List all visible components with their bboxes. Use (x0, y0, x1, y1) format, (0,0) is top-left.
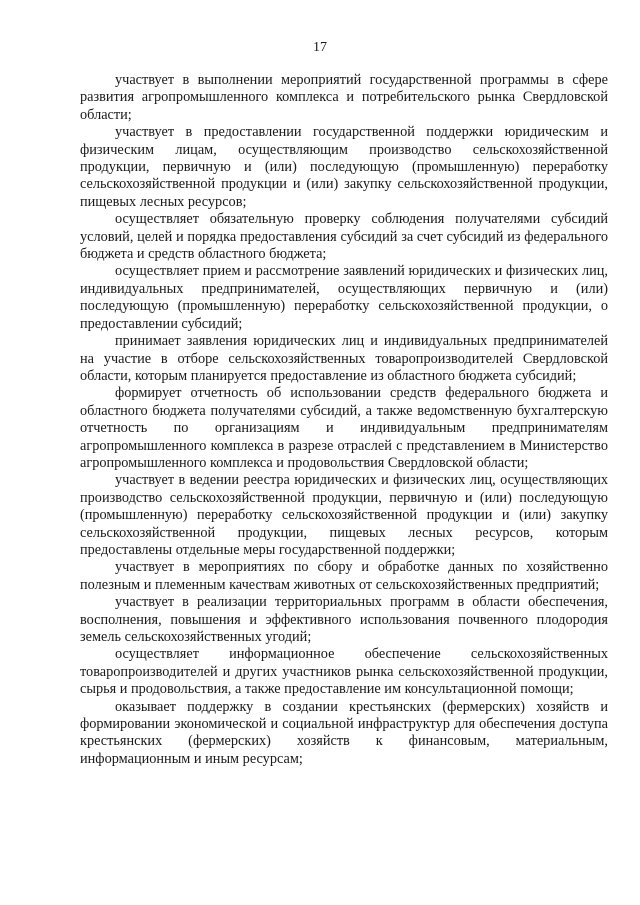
document-body (80, 72, 608, 768)
paragraph: участвует в предоставлении государственной поддержки юридическим и физическим лицам, осуществляющим производство сельскохозяйственной продукции, первичную и (или) последующую (промышленную) переработку сельскохозяйственной продукции и (или) закупку сельскохозяйственной продукции, пищевых лесных ресурсов; (80, 124, 608, 210)
paragraph: участвует в выполнении мероприятий государственной программы в сфере развития агропромышленного комплекса и потребительского рынка Свердловской области; (80, 72, 608, 123)
page-number: 17 (313, 40, 327, 55)
paragraph: оказывает поддержку в создании крестьянских (фермерских) хозяйств и формировании экономической и социальной инфраструктур для обеспечения доступа крестьянских (фермерских) хозяйств к финансовым, материальным, информационным и иным ресурсам; (80, 698, 608, 767)
paragraph: принимает заявления юридических лиц и индивидуальных предпринимателей на участие в отборе сельскохозяйственных товаропроизводителей Свердловской области, которым планируется предоставление из областного бюджета субсидий; (80, 333, 608, 384)
paragraph: осуществляет прием и рассмотрение заявлений юридических и физических лиц, индивидуальных предпринимателей, осуществляющих первичную и (или) последующую (промышленную) переработку сельскохозяйственной продукции, о предоставлении субсидий; (80, 263, 608, 332)
paragraph: участвует в ведении реестра юридических и физических лиц, осуществляющих производство сельскохозяйственной продукции, первичную и (или) последующую (промышленную) переработку сельскохозяйственной продукции и (или) закупку сельскохозяйственной продукции, пищевых лесных ресурсов, которым предоставлены отдельные меры государственной поддержки; (80, 472, 608, 558)
paragraph: участвует в реализации территориальных программ в области обеспечения, восполнения, повышения и эффективного использования почвенного плодородия земель сельскохозяйственных угодий; (80, 594, 608, 645)
paragraph: участвует в мероприятиях по сбору и обработке данных по хозяйственно полезным и племенным качествам животных от сельскохозяйственных предприятий; (80, 559, 608, 593)
paragraph: осуществляет обязательную проверку соблюдения получателями субсидий условий, целей и порядка предоставления субсидий за счет субсидий из федерального бюджета и средств областного бюджета; (80, 211, 608, 263)
paragraph: осуществляет информационное обеспечение сельскохозяйственных товаропроизводителей и других участников рынка сельскохозяйственной продукции, сырья и продовольствия, а также предоставление им консультационной помощи; (80, 646, 608, 698)
paragraph: формирует отчетность об использовании средств федерального бюджета и областного бюджета получателями субсидий, а также ведомственную бухгалтерскую отчетность по организациям и индивидуальным предпринимателям агропромышленного комплекса в разрезе отраслей с представлением в Министерство агропромышленного комплекса и продовольствия Свердловской области; (80, 385, 608, 471)
